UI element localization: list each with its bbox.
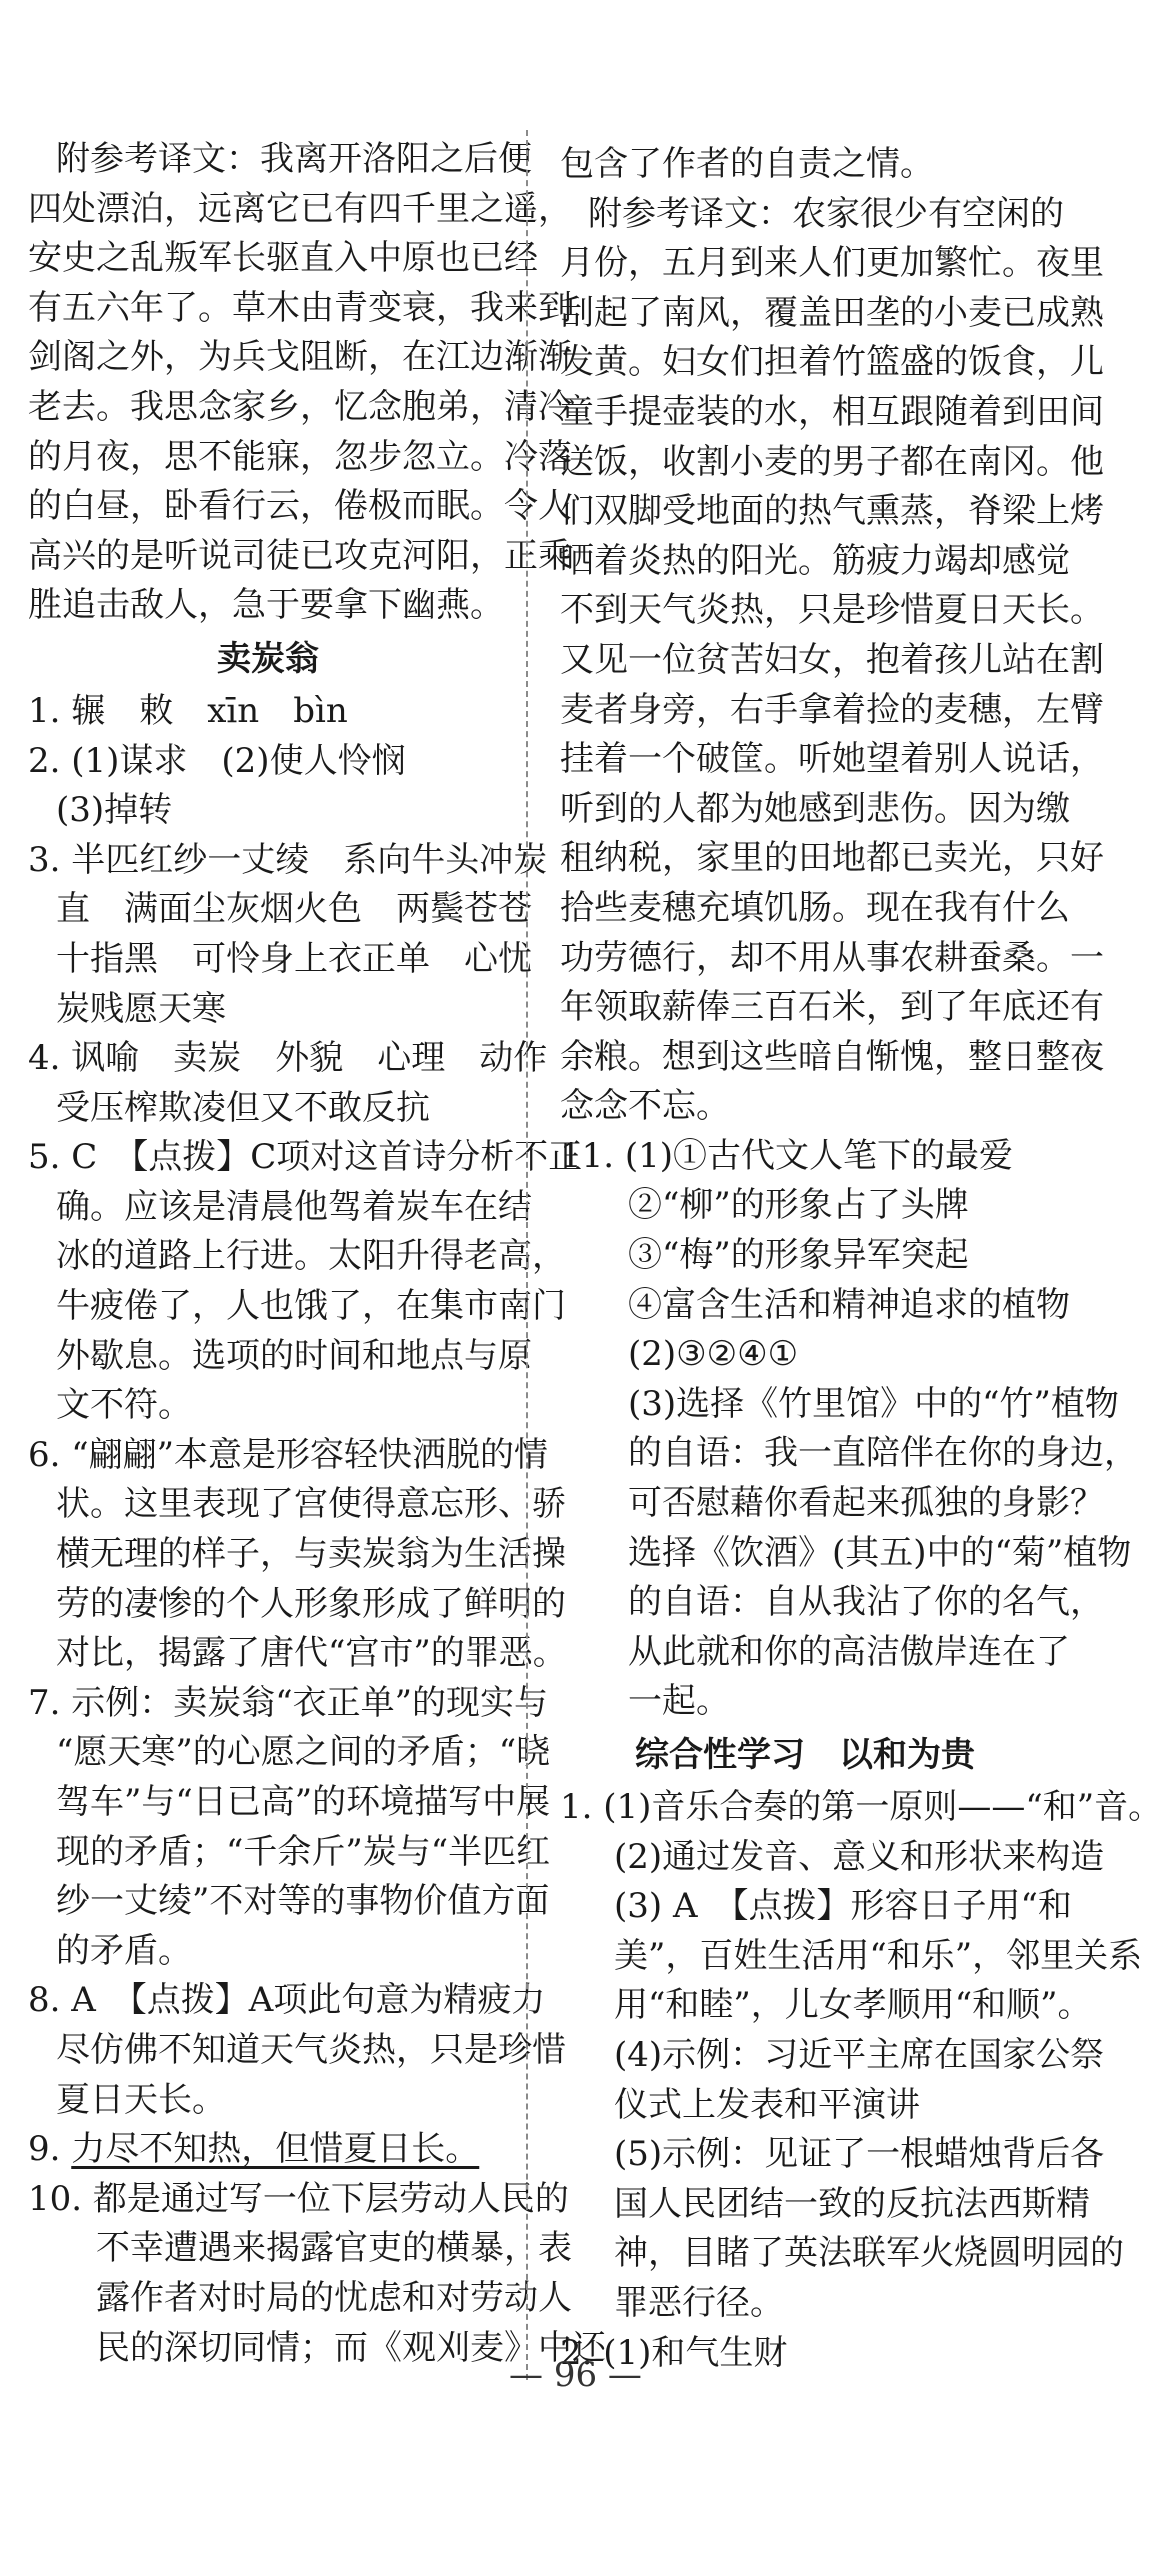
text-line: 不到天气炎热，只是珍惜夏日天长。 [560, 590, 1104, 631]
answer-9-number: 9. [28, 2129, 72, 2170]
text-line: 炭贱愿天寒 [56, 988, 226, 1029]
text-line: 露作者对时局的忧虑和对劳动人 [96, 2277, 572, 2318]
text-line: 现的矛盾；“千余斤”炭与“半匹红 [56, 1831, 551, 1872]
text-line: 1. (1)音乐合奏的第一原则——“和”音。 [560, 1787, 1162, 1827]
text-line: 劳的凄惨的个人形象形成了鲜明的 [56, 1583, 566, 1624]
text-line: 高兴的是听说司徒已攻克河阳，正乘 [28, 535, 572, 576]
text-line: 余粮。想到这些暗自惭愧，整日整夜 [560, 1036, 1104, 1077]
section-heading-maitanweng: 卖炭翁 [217, 638, 319, 679]
text-line: 租纳税，家里的田地都已卖光，只好 [560, 838, 1104, 879]
text-line: (2)通过发音、意义和形状来构造 [614, 1836, 1105, 1877]
text-line: 月份，五月到来人们更加繁忙。夜里 [560, 243, 1104, 284]
text-line: 10. 都是通过写一位下层劳动人民的 [28, 2178, 569, 2219]
text-line: 拾些麦穗充填饥肠。现在我有什么 [560, 887, 1070, 928]
text-line: (3)掉转 [56, 790, 173, 831]
text-line: 驾车”与“日已高”的环境描写中展 [56, 1782, 551, 1822]
text-line: (2)③②④① [628, 1334, 799, 1375]
text-line: 8. A 【点拨】A项此句意为精疲力 [28, 1980, 546, 2021]
text-line: (3) A 【点拨】形容日子用“和 [614, 1886, 1072, 1927]
text-line: 晒着炎热的阳光。筋疲力竭却感觉 [560, 540, 1070, 581]
answer-10-block [28, 2175, 606, 2373]
text-line: 4. 讽喻 卖炭 外貌 心理 动作 [28, 1038, 548, 1079]
text-line: 老去。我思念家乡，忆念胞弟，清冷 [28, 386, 572, 427]
text-line: 文不符。 [56, 1385, 192, 1426]
text-line: 一起。 [628, 1681, 730, 1722]
text-line: 外歇息。选项的时间和地点与原 [56, 1335, 532, 1376]
text-line: 发黄。妇女们担着竹篮盛的饭食，儿 [560, 342, 1104, 383]
text-line: 横无理的样子，与卖炭翁为生活操 [56, 1534, 566, 1575]
text-line: ③“梅”的形象异军突起 [628, 1235, 969, 1276]
text-line: 牛疲倦了，人也饿了，在集市南门 [56, 1286, 566, 1327]
text-line: 送饭，收割小麦的男子都在南冈。他 [560, 441, 1104, 482]
text-line: 的自语：我一直陪伴在你的身边， [628, 1433, 1138, 1474]
text-line: 3. 半匹红纱一丈绫 系向牛头冲炭 [28, 839, 548, 880]
text-line: 1. 辗 敕 xīn bìn [28, 690, 348, 731]
text-line: ②“柳”的形象占了头牌 [628, 1185, 969, 1226]
page-number: — 96 — [509, 2355, 642, 2395]
text-line: 6. “翩翩”本意是形容轻快洒脱的情 [28, 1434, 549, 1475]
text-line: 安史之乱叛军长驱直入中原也已经 [28, 238, 538, 279]
text-line: 仪式上发表和平演讲 [614, 2084, 920, 2125]
column-divider [526, 130, 528, 2380]
left-column [28, 135, 606, 2373]
text-line: 7. 示例：卖炭翁“衣正单”的现实与 [28, 1682, 549, 1723]
answer-9-text: 力尽不知热，但惜夏日长。 [71, 2129, 480, 2170]
text-line: 的白昼，卧看行云，倦极而眠。令人 [28, 486, 572, 527]
text-line: 不幸遭遇来揭露官吏的横暴，表 [96, 2228, 572, 2269]
text-line: 的月夜，思不能寐，忽步忽立。冷落 [28, 436, 572, 477]
text-line: “愿天寒”的心愿之间的矛盾；“晓 [56, 1732, 551, 1773]
text-line: 念念不忘。 [560, 1086, 730, 1127]
text-line: 美”，百姓生活用“和乐”，邻里关系 [614, 1935, 1143, 1976]
text-line: 2. (1)谋求 (2)使人怜悯 [28, 740, 406, 781]
text-line: (5)示例：见证了一根蜡烛背后各 [614, 2134, 1105, 2175]
text-line: 选择《饮酒》(其五)中的“菊”植物 [628, 1532, 1132, 1573]
text-line: 听到的人都为她感到悲伤。因为缴 [560, 788, 1070, 829]
text-line: 用“和睦”，儿女孝顺用“和顺”。 [614, 1985, 1092, 2026]
text-line: 挂着一个破筐。听她望着别人说话， [560, 739, 1104, 780]
text-line: 剑阁之外，为兵戈阻断，在江边渐渐 [28, 337, 572, 378]
text-line: (4)示例：习近平主席在国家公祭 [614, 2034, 1105, 2075]
text-line: 对比，揭露了唐代“宫市”的罪恶。 [56, 1633, 567, 1674]
text-line: 四处漂泊，远离它已有四千里之遥， [28, 188, 572, 229]
text-line: 国人民团结一致的反抗法西斯精 [614, 2183, 1090, 2224]
text-line: 包含了作者的自责之情。 [560, 144, 934, 184]
right-column [560, 140, 1162, 2378]
text-line: 5. C 【点拨】C项对这首诗分析不正 [28, 1137, 583, 1178]
text-line: 受压榨欺凌但又不敢反抗 [56, 1087, 430, 1128]
text-line: 尽仿佛不知道天气炎热，只是珍惜 [56, 2029, 566, 2070]
text-line: 的自语：自从我沾了你的名气， [628, 1582, 1104, 1623]
text-line: 们双脚受地面的热气熏蒸，脊梁上烤 [560, 491, 1104, 532]
text-line: 童手提壶装的水，相互跟随着到田间 [560, 391, 1104, 432]
text-line: 的矛盾。 [56, 1930, 192, 1971]
text-line: 直 满面尘灰烟火色 两鬓苍苍 [56, 889, 532, 930]
right-translation-block [560, 140, 1138, 1727]
text-line: 有五六年了。草木由青变衰，我来到 [28, 287, 572, 328]
text-line: 民的深切同情；而《观刈麦》中还 [96, 2327, 606, 2368]
text-line: 状。这里表现了宫使得意忘形、骄 [56, 1484, 566, 1525]
text-line: (3)选择《竹里馆》中的“竹”植物 [628, 1383, 1119, 1424]
text-line: 十指黑 可怜身上衣正单 心忧 [56, 938, 532, 979]
text-line: 纱一丈绫”不对等的事物价值方面 [56, 1881, 550, 1922]
text-line: 夏日天长。 [56, 2079, 226, 2120]
text-line: 刮起了南风，覆盖田垄的小麦已成熟 [560, 292, 1104, 333]
right-answers-block [560, 1783, 1162, 2378]
left-translation-block [28, 135, 572, 631]
text-line: 冰的道路上行进。太阳升得老高， [56, 1236, 566, 1277]
text-line: 确。应该是清晨他驾着炭车在结 [56, 1186, 532, 1227]
text-line: 11. (1)①古代文人笔下的最爱 [560, 1135, 1014, 1176]
text-line: 罪恶行径。 [614, 2282, 784, 2323]
text-line: 附参考译文：我离开洛阳之后便 [56, 139, 532, 179]
text-line: 又见一位贫苦妇女，抱着孩儿站在割 [560, 639, 1104, 680]
text-line: ④富含生活和精神追求的植物 [628, 1284, 1070, 1325]
text-line: 胜追击敌人，急于要拿下幽燕。 [28, 585, 504, 626]
text-line: 2. (1)和气生财 [560, 2332, 788, 2373]
text-line: 附参考译文：农家很少有空闲的 [588, 193, 1064, 234]
text-line: 从此就和你的高洁傲岸连在了 [628, 1631, 1070, 1672]
answer-9 [28, 2125, 508, 2175]
section-heading-yihe-weigui: 综合性学习 以和为贵 [635, 1735, 975, 1775]
text-line: 神，目睹了英法联军火烧圆明园的 [614, 2233, 1124, 2274]
text-line: 可否慰藉你看起来孤独的身影？ [628, 1483, 1104, 1524]
text-line: 年领取薪俸三百石米，到了年底还有 [560, 987, 1104, 1028]
text-line: 麦者身旁，右手拿着捡的麦穗，左臂 [560, 689, 1104, 730]
text-line: 功劳德行，却不用从事农耕蚕桑。一 [560, 937, 1104, 978]
left-answers-block [28, 687, 583, 2125]
